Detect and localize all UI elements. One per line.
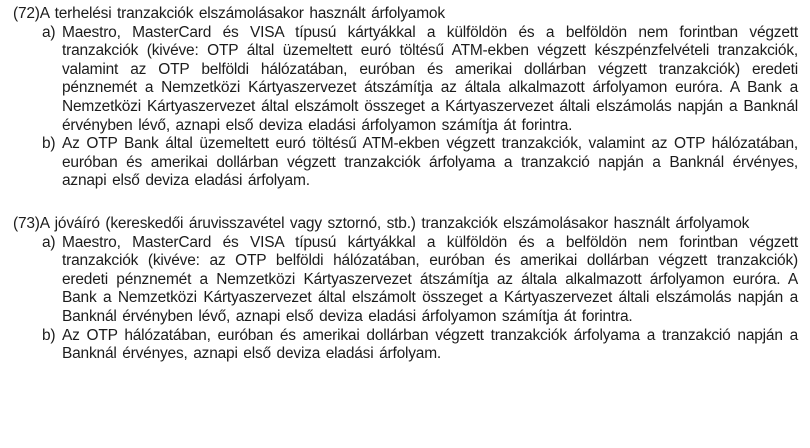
section-heading — [13, 5, 798, 24]
item-text: Maestro, MasterCard és VISA típusú kártyákkal a külföldön és a belföldön nem forintban végzett tranzakciók (kivéve: az OTP belföldi hálózatában, euróban és amerikai dollárban végzett tranzakciók) eredeti pénznemét a Nemzetközi Kártyaszervezet átszámítja az általa alkalmazott árfolyamon euróra. A Bank a Nemzetközi Kártyaszervezet által elszámolt összeget a Kártyaszervezet általi elszámolás napján a Banknál érvényben lévő, aznapi első deviza eladási árfolyamon számítja át forintra. — [62, 233, 798, 325]
section-heading — [13, 215, 798, 234]
list-item-b — [42, 135, 798, 191]
item-text: Maestro, MasterCard és VISA típusú kártyákkal a külföldön és a belföldön nem forintban végzett tranzakciók (kivéve: OTP által üzemeltett euró töltésű ATM-ekben végzett készpénzfelvételi tranzakciók, valamint az OTP belföldi hálózatában, euróban és amerikai dollárban végzett tranzakciók) eredeti pénznemét a Nemzetközi Kártyaszervezet átszámítja az általa alkalmazott árfolyamon euróra. A Bank a Nemzetközi Kártyaszervezet által elszámolt összeget a Kártyaszervezet általi elszámolás napján a Banknál érvényben lévő, aznapi első deviza eladási árfolyamon számítja át forintra. — [62, 23, 798, 134]
list-item-b — [42, 326, 798, 364]
section-number: (72) — [13, 5, 40, 22]
item-marker: a) — [42, 23, 56, 41]
section-73 — [13, 215, 798, 364]
item-text: Az OTP Bank által üzemeltett euró töltésű ATM-ekben végzett tranzakciók, valamint az OTP hálózatában, euróban és amerikai dollárban végzett tranzakciók árfolyama a tranzakció napján a Banknál érvényes, aznapi első deviza eladási árfolyam. — [62, 135, 798, 190]
list-item-a — [42, 233, 798, 327]
section-72 — [13, 5, 798, 191]
list-item-a — [42, 23, 798, 136]
item-marker: b) — [42, 326, 56, 344]
item-text: Az OTP hálózatában, euróban és amerikai dollárban végzett tranzakciók árfolyama a tranzakció napján a Banknál érvényes, aznapi első deviza eladási árfolyam. — [62, 326, 798, 363]
section-title: A terhelési tranzakciók elszámolásakor használt árfolyamok — [39, 5, 445, 22]
item-marker: a) — [42, 233, 56, 251]
item-marker: b) — [42, 135, 56, 153]
section-number: (73) — [13, 214, 40, 232]
section-title: A jóváíró (kereskedői áruvisszavétel vagy sztornó, stb.) tranzakciók elszámolásakor használt árfolyamok — [39, 214, 750, 232]
